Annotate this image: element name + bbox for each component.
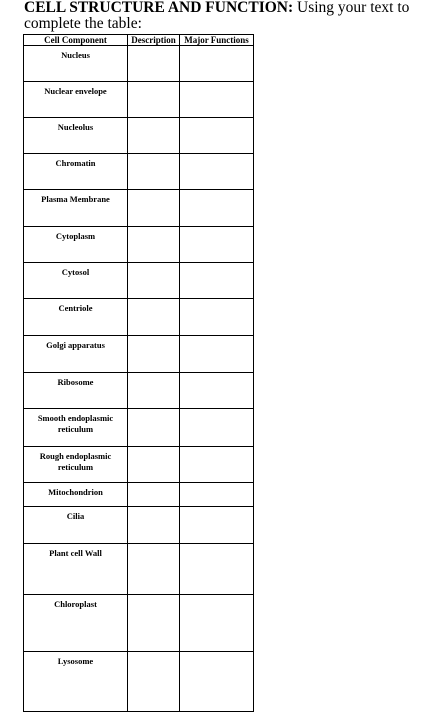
- functions-cell[interactable]: [180, 544, 254, 595]
- description-cell[interactable]: [128, 46, 180, 82]
- functions-cell[interactable]: [180, 190, 254, 227]
- table-row: [24, 483, 254, 507]
- description-cell[interactable]: [128, 118, 180, 154]
- functions-cell[interactable]: [180, 447, 254, 483]
- component-cell: Nucleolus: [24, 118, 128, 154]
- column-header-component: Cell Component: [24, 35, 128, 46]
- worksheet-heading: [24, 0, 419, 32]
- column-header-functions: Major Functions: [180, 35, 254, 46]
- table-row: [24, 154, 254, 190]
- functions-cell[interactable]: [180, 409, 254, 447]
- functions-cell[interactable]: [180, 299, 254, 336]
- heading-instruction: Using your text to complete the table:: [24, 0, 410, 32]
- table-row: [24, 373, 254, 409]
- component-cell: Plant cell Wall: [24, 544, 128, 595]
- table-row: [24, 263, 254, 299]
- component-cell: Plasma Membrane: [24, 190, 128, 227]
- functions-cell[interactable]: [180, 118, 254, 154]
- description-cell[interactable]: [128, 190, 180, 227]
- component-cell: Chromatin: [24, 154, 128, 190]
- heading-title: CELL STRUCTURE AND FUNCTION:: [24, 0, 294, 16]
- component-cell: Centriole: [24, 299, 128, 336]
- table-row: [24, 409, 254, 447]
- table-row: [24, 595, 254, 652]
- description-cell[interactable]: [128, 447, 180, 483]
- component-cell: Ribosome: [24, 373, 128, 409]
- functions-cell[interactable]: [180, 227, 254, 263]
- cell-structure-table: [23, 34, 254, 712]
- description-cell[interactable]: [128, 595, 180, 652]
- table-row: [24, 299, 254, 336]
- description-cell[interactable]: [128, 299, 180, 336]
- component-cell: Cytoplasm: [24, 227, 128, 263]
- description-cell[interactable]: [128, 154, 180, 190]
- description-cell[interactable]: [128, 336, 180, 373]
- table-row: [24, 447, 254, 483]
- table-row: [24, 82, 254, 118]
- table-header-row: [24, 35, 254, 46]
- functions-cell[interactable]: [180, 46, 254, 82]
- functions-cell[interactable]: [180, 507, 254, 544]
- description-cell[interactable]: [128, 373, 180, 409]
- table-row: [24, 507, 254, 544]
- component-cell: Golgi apparatus: [24, 336, 128, 373]
- table-row: [24, 227, 254, 263]
- description-cell[interactable]: [128, 544, 180, 595]
- table-row: [24, 336, 254, 373]
- column-header-description: Description: [128, 35, 180, 46]
- description-cell[interactable]: [128, 507, 180, 544]
- functions-cell[interactable]: [180, 483, 254, 507]
- table-row: [24, 652, 254, 712]
- functions-cell[interactable]: [180, 263, 254, 299]
- functions-cell[interactable]: [180, 652, 254, 712]
- functions-cell[interactable]: [180, 82, 254, 118]
- table-row: [24, 46, 254, 82]
- description-cell[interactable]: [128, 483, 180, 507]
- component-cell: Chloroplast: [24, 595, 128, 652]
- description-cell[interactable]: [128, 227, 180, 263]
- component-cell: Rough endoplasmic reticulum: [24, 447, 128, 483]
- component-cell: Lysosome: [24, 652, 128, 712]
- component-cell: Nuclear envelope: [24, 82, 128, 118]
- functions-cell[interactable]: [180, 595, 254, 652]
- description-cell[interactable]: [128, 409, 180, 447]
- description-cell[interactable]: [128, 652, 180, 712]
- component-cell: Cytosol: [24, 263, 128, 299]
- component-cell: Mitochondrion: [24, 483, 128, 507]
- functions-cell[interactable]: [180, 154, 254, 190]
- component-cell: Smooth endoplasmic reticulum: [24, 409, 128, 447]
- functions-cell[interactable]: [180, 336, 254, 373]
- component-cell: Cilia: [24, 507, 128, 544]
- description-cell[interactable]: [128, 82, 180, 118]
- component-cell: Nucleus: [24, 46, 128, 82]
- description-cell[interactable]: [128, 263, 180, 299]
- table-row: [24, 190, 254, 227]
- table-row: [24, 118, 254, 154]
- functions-cell[interactable]: [180, 373, 254, 409]
- table-row: [24, 544, 254, 595]
